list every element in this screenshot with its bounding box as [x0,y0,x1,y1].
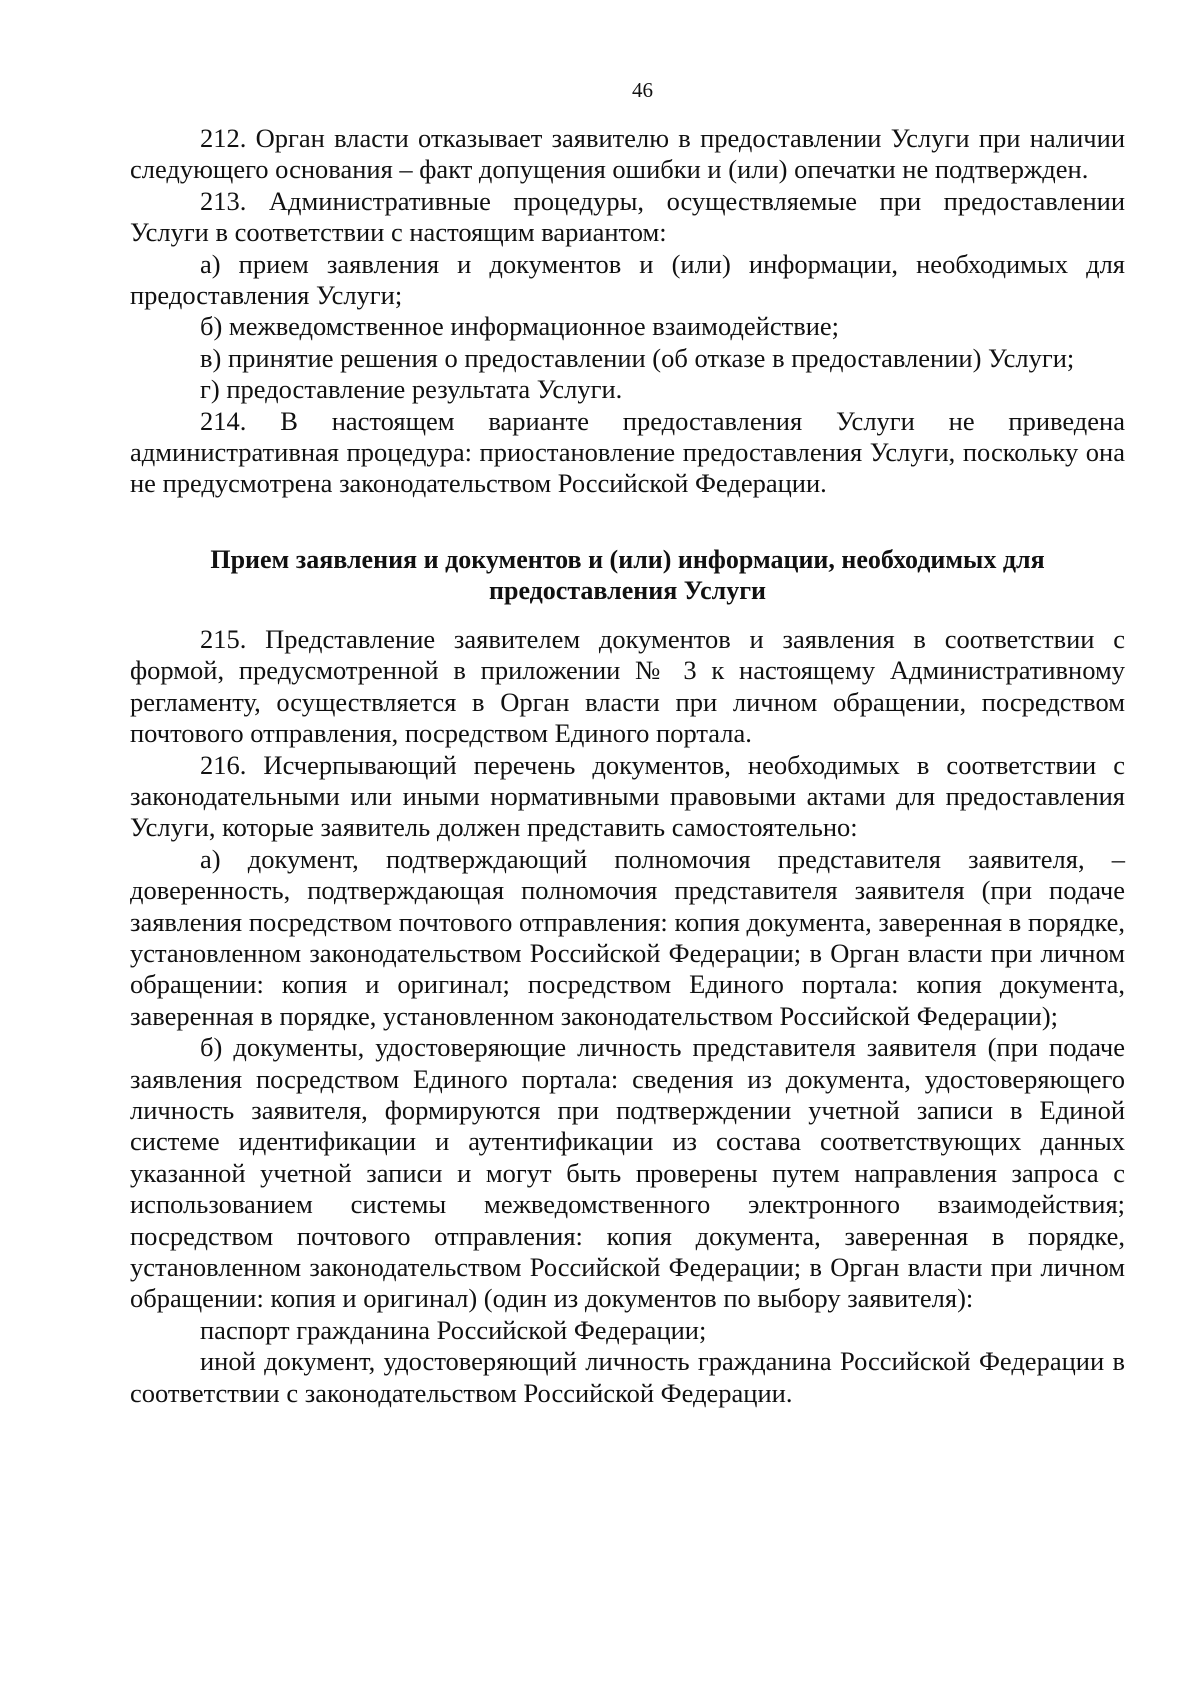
clause-213-item-a: а) прием заявления и документов и (или) информации, необходимых для предоставления Услуги; [130,248,1125,311]
clause-216-item-a: а) документ, подтверждающий полномочия представителя заявителя, – доверенность, подтверждающая полномочия представителя заявителя (при подаче заявления посредством почтового отправления: копия документа, заверенная в порядке, установленном законодательством Российской Федерации; в Орган власти при личном обращении: копия и оригинал; посредством Единого портала: копия документа, заверенная в порядке, установленном законодательством Российской Федерации); [130,843,1125,1031]
clause-213-item-v: в) принятие решения о предоставлении (об отказе в предоставлении) Услуги; [200,342,1075,373]
clause-216-item-b: б) документы, удостоверяющие личность представителя заявителя (при подаче заявления посредством Единого портала: сведения из документа, удостоверяющего личность заявителя, формируются при подтверждении учетной записи в Единой системе идентификации и аутентификации из состава соответствующих данных указанной учетной записи и могут быть проверены путем направления запроса с использованием системы межведомственного электронного взаимодействия; посредством почтового отправления: копия документа, заверенная в порядке, установленном законодательством Российской Федерации; в Орган власти при личном обращении: копия и оригинал) (один из документов по выбору заявителя): [130,1032,1125,1314]
clause-214: 214. В настоящем варианте предоставления Услуги не приведена административная процедура: приостановление предоставления Услуги, поскольку она не предусмотрена законодательством Российской Федерации. [130,405,1125,499]
clause-213: 213. Административные процедуры, осуществляемые при предоставлении Услуги в соответствии с настоящим вариантом: [130,185,1125,248]
document-page [130,78,1125,1409]
document-option-other-id: иной документ, удостоверяющий личность гражданина Российской Федерации в соответствии с законодательством Российской Федерации. [130,1346,1125,1408]
document-option-passport: паспорт гражданина Российской Федерации; [200,1314,707,1345]
clause-213-item-g: г) предоставление результата Услуги. [200,374,623,405]
section-heading: Прием заявления и документов и (или) информации, необходимых для предоставления Услуги [210,544,1045,605]
clause-212: 212. Орган власти отказывает заявителю в предоставлении Услуги при наличии следующего основания – факт допущения ошибки и (или) опечатки не подтвержден. [130,123,1125,185]
clause-213-item-b: б) межведомственное информационное взаимодействие; [200,311,840,342]
clause-215: 215. Представление заявителем документов и заявления в соответствии с формой, предусмотренной в приложении № 3 к настоящему Административному регламенту, осуществляется в Орган власти при личном обращении, посредством почтового отправления, посредством Единого портала. [130,623,1125,749]
page-number: 46 [632,78,653,102]
clause-216: 216. Исчерпывающий перечень документов, необходимых в соответствии с законодательными или иными нормативными правовыми актами для предоставления Услуги, которые заявитель должен представить самостоятельно: [130,749,1125,843]
